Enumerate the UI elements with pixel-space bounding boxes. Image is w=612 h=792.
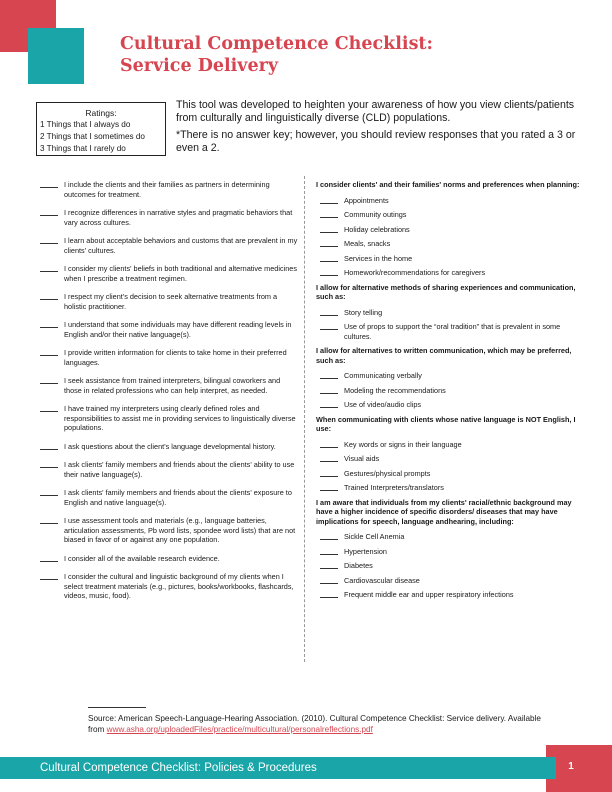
checklist-item: I ask clients' family members and friends about the clients' ability to use their native language(s). <box>40 460 298 479</box>
checklist-item: Holiday celebrations <box>320 225 580 235</box>
rating-blank[interactable] <box>40 555 58 562</box>
checklist-item: I ask clients' family members and friends about the clients' exposure to English and native language(s). <box>40 488 298 507</box>
checklist-item: I use assessment tools and materials (e.g., language batteries, articulation assessments, Pb word lists, spondee word lists) that are not biased in favor of or against any one population. <box>40 516 298 545</box>
section-heading: I allow for alternatives to written communication, which may be preferred, such as: <box>316 346 572 365</box>
checklist-item: Story telling <box>320 308 580 318</box>
section-heading: When communicating with clients whose native language is NOT English, I use: <box>316 414 576 433</box>
checklist-item: I provide written information for clients to take home in their preferred languages. <box>40 348 298 367</box>
rating-blank[interactable] <box>40 461 58 468</box>
source-link[interactable]: www.asha.org/uploadedFiles/practice/multicultural/personalreflections.pdf <box>106 725 373 734</box>
checklist-item: I include the clients and their families as partners in determining outcomes for treatment. <box>40 180 298 199</box>
rating-blank[interactable] <box>320 269 338 276</box>
checklist-item: I understand that some individuals may have different reading levels in English and/or their native language(s). <box>40 320 298 339</box>
rating-blank[interactable] <box>320 323 338 330</box>
rating-blank[interactable] <box>40 349 58 356</box>
rating-blank[interactable] <box>40 443 58 450</box>
checklist-item: I consider my clients' beliefs in both traditional and alternative medicines when I prescribe a treatment regimen. <box>40 264 298 283</box>
footnote-rule <box>88 707 146 708</box>
intro-paragraph-1: This tool was developed to heighten your awareness of how you view clients/patients from culturally and linguistically diverse (CLD) populations. <box>176 99 575 124</box>
footer-title: Cultural Competence Checklist: Policies & Procedures <box>40 762 317 774</box>
rating-blank[interactable] <box>320 548 338 555</box>
ratings-box <box>36 102 166 156</box>
checklist-item: Sickle Cell Anemia <box>320 532 580 542</box>
rating-blank[interactable] <box>320 562 338 569</box>
rating-blank[interactable] <box>40 265 58 272</box>
section-written-alternatives <box>316 346 580 410</box>
checklist-item: Hypertension <box>320 547 580 557</box>
rating-blank[interactable] <box>320 255 338 262</box>
page-number: 1 <box>568 761 574 772</box>
rating-blank[interactable] <box>320 240 338 247</box>
rating-blank[interactable] <box>320 197 338 204</box>
title-line-2: Service Delivery <box>120 56 278 76</box>
rating-blank[interactable] <box>320 387 338 394</box>
checklist-item: Appointments <box>320 196 580 206</box>
corner-decoration-teal <box>28 28 84 84</box>
rating-blank[interactable] <box>320 309 338 316</box>
rating-blank[interactable] <box>40 181 58 188</box>
section-heading: I am aware that individuals from my clients' racial/ethnic background may have a higher incidence of specific disorders/ diseases that may have implications for speech, language andhearing, including: <box>316 497 572 526</box>
rating-blank[interactable] <box>320 533 338 540</box>
rating-blank[interactable] <box>320 211 338 218</box>
rating-item: 3 Things that I rarely do <box>40 144 126 153</box>
rating-blank[interactable] <box>40 321 58 328</box>
left-checklist <box>40 180 298 610</box>
ratings-heading: Ratings: <box>85 108 117 118</box>
rating-blank[interactable] <box>40 237 58 244</box>
checklist-item: I have trained my interpreters using clearly defined roles and responsibilities to assist me in providing services to linguistically diverse populations. <box>40 404 298 433</box>
right-checklist <box>316 180 580 605</box>
rating-blank[interactable] <box>320 577 338 584</box>
section-heading: I allow for alternative methods of sharing experiences and communication, such as: <box>316 282 576 301</box>
checklist-item: Key words or signs in their language <box>320 440 580 450</box>
footer-bar <box>0 757 556 779</box>
rating-blank[interactable] <box>320 470 338 477</box>
rating-blank[interactable] <box>40 293 58 300</box>
intro-text <box>176 99 586 159</box>
column-divider <box>304 176 305 662</box>
title-line-1: Cultural Competence Checklist: <box>120 34 433 54</box>
checklist-item: Cardiovascular disease <box>320 576 580 586</box>
checklist-item: I consider the cultural and linguistic background of my clients when I select treatment materials (e.g., pictures, books/workbooks, flashcards, videos, music, food). <box>40 572 298 601</box>
rating-blank[interactable] <box>320 591 338 598</box>
rating-blank[interactable] <box>40 517 58 524</box>
checklist-item: Community outings <box>320 210 580 220</box>
checklist-item: Services in the home <box>320 254 580 264</box>
section-disorders <box>316 498 580 600</box>
source-citation <box>88 713 548 735</box>
source-text: Source: American Speech-Language-Hearing Association. (2010). Cultural Competence Checklist: Service delivery. Available from <box>88 714 541 734</box>
checklist-item: Trained Interpreters/translators <box>320 483 580 493</box>
checklist-item: Use of props to support the “oral tradition” that is prevalent in some cultures. <box>320 322 580 341</box>
checklist-item: Modeling the recommendations <box>320 386 580 396</box>
intro-paragraph-2: *There is no answer key; however, you should review responses that you rated a 3 or even a 2. <box>176 129 576 154</box>
checklist-item: Use of video/audio clips <box>320 400 580 410</box>
checklist-item: Gestures/physical prompts <box>320 469 580 479</box>
rating-blank[interactable] <box>320 441 338 448</box>
checklist-item: Frequent middle ear and upper respiratory infections <box>320 590 580 600</box>
rating-item: 2 Things that I sometimes do <box>40 132 145 141</box>
rating-blank[interactable] <box>320 484 338 491</box>
rating-blank[interactable] <box>320 401 338 408</box>
rating-blank[interactable] <box>40 489 58 496</box>
checklist-item: I ask questions about the client's language developmental history. <box>40 442 298 452</box>
section-alternative-sharing <box>316 283 580 342</box>
checklist-item: I recognize differences in narrative styles and pragmatic behaviors that vary across cultures. <box>40 208 298 227</box>
checklist-item: I learn about acceptable behaviors and customs that are prevalent in my clients' cultures. <box>40 236 298 255</box>
checklist-item: Homework/recommendations for caregivers <box>320 268 580 278</box>
checklist-item: I respect my client's decision to seek alternative treatments from a holistic practitioner. <box>40 292 298 311</box>
checklist-item: I seek assistance from trained interpreters, bilingual coworkers and those in related professions who can help interpret, as needed. <box>40 376 298 395</box>
rating-blank[interactable] <box>40 573 58 580</box>
checklist-item: I consider all of the available research evidence. <box>40 554 298 564</box>
checklist-item: Communicating verbally <box>320 371 580 381</box>
rating-blank[interactable] <box>320 372 338 379</box>
section-norms <box>316 180 580 278</box>
checklist-item: Visual aids <box>320 454 580 464</box>
section-non-english <box>316 415 580 493</box>
rating-blank[interactable] <box>40 209 58 216</box>
checklist-item: Diabetes <box>320 561 580 571</box>
rating-blank[interactable] <box>40 405 58 412</box>
rating-item: 1 Things that I always do <box>40 120 131 129</box>
rating-blank[interactable] <box>40 377 58 384</box>
page-title <box>120 33 433 77</box>
section-heading: I consider clients' and their families' norms and preferences when planning: <box>316 180 580 189</box>
checklist-item: Meals, snacks <box>320 239 580 249</box>
rating-blank[interactable] <box>320 226 338 233</box>
rating-blank[interactable] <box>320 455 338 462</box>
